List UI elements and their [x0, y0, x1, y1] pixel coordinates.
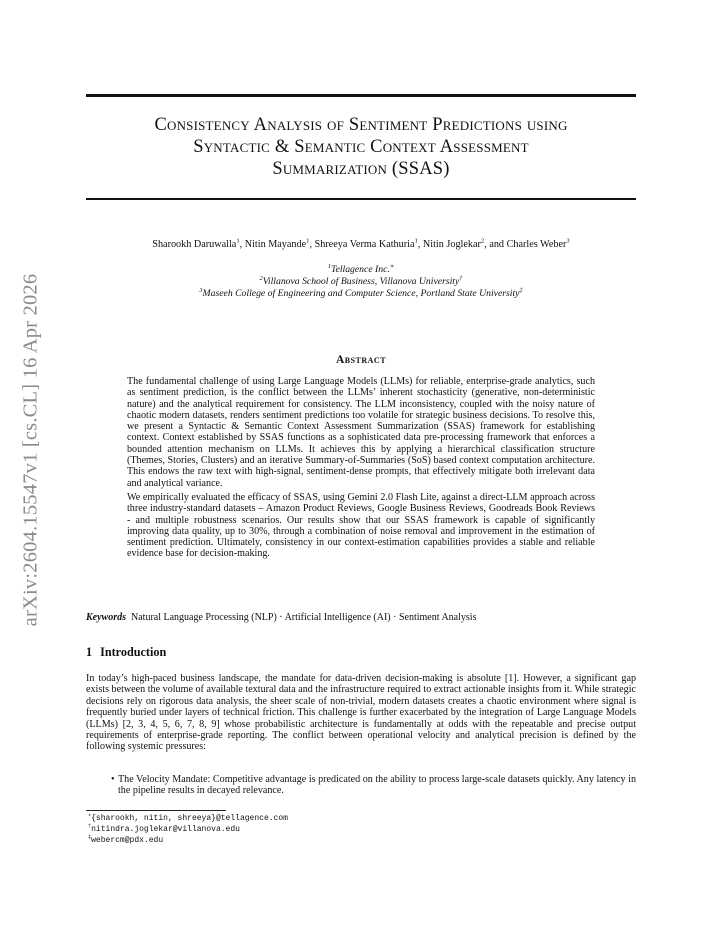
title-line: Summarization (SSAS) [272, 159, 450, 179]
author-affiliation-mark: 1 [306, 237, 310, 245]
title-line: Consistency Analysis of Sentiment Predictions using [154, 115, 568, 135]
author-name: Nitin Joglekar [422, 239, 481, 250]
author-separator: , and [484, 239, 507, 250]
paper-title [86, 114, 636, 180]
author-name: Nitin Mayande [244, 239, 307, 250]
section-title: Introduction [100, 645, 167, 659]
author-name: Charles Weber [506, 239, 567, 250]
author-affiliation-mark: 1 [236, 237, 240, 245]
keywords-line [86, 612, 646, 623]
affiliation-item: $^1$Tellagence Inc.∗ [327, 262, 395, 275]
abstract-paragraph: The fundamental challenge of using Large Language Models (LLMs) for reliable, enterprise-grade analytics, such as sentiment prediction, is the conflict between the LLMs’ inherent stochasticity (generative, non-deterministic nature) and the analytical requirement for consistency. The LLM inconsistency, coupled with the noisy nature of chaotic modern datasets, renders sentiment predictions too volatile for strategic business decisions. To resolve this, we present a Syntactic & Semantic Context Assessment Summarization (SSAS) framework for establishing context. Context established by SSAS functions as a sophisticated data pre-processing framework that enforces a bounded attention mechanism on LLMs. It achieves this by applying a hierarchical classification structure (Themes, Stories, Clusters) and an iterative Summary-of-Summaries (SoS) based context computation architecture. This endows the raw text with high-signal, sentiment-dense prompts, that effectively mitigate both irrelevant data and analytical variance. [127, 376, 595, 489]
author-separator: , [309, 239, 315, 250]
abstract-paragraph: We empirically evaluated the efficacy of SSAS, using Gemini 2.0 Flash Lite, against a direct-LLM approach across three industry-standard datasets – Amazon Product Reviews, Google Business Reviews, Goodreads Book Reviews - and multiple robustness scenarios. Our results show that our SSAS framework is capable of significantly improving data quality, up to 30%, through a combination of noise removal and improvement in the estimation of sentiment prediction. Ultimately, consistency in our context-estimation capabilities provides a stable and reliable evidence base for decision-making. [127, 491, 595, 560]
arxiv-identifier: arXiv:2604.15547v1 [cs.CL] 16 Apr 2026 [19, 273, 42, 627]
keywords-text: Natural Language Processing (NLP) · Artificial Intelligence (AI) · Sentiment Analysis [131, 612, 477, 623]
section-number: 1 [86, 645, 93, 659]
title-line: Syntactic & Semantic Context Assessment [193, 137, 529, 157]
abstract-body [127, 376, 595, 563]
abstract-heading: Abstract [335, 354, 387, 366]
author-affiliation-mark: 3 [566, 237, 570, 245]
author-list [86, 239, 636, 250]
affiliation-item: $^3$Maseeh College of Engineering and Computer Science, Portland State University‡ [199, 286, 523, 299]
author-name: Shreeya Verma Kathuria [314, 239, 415, 250]
section-heading [86, 645, 166, 660]
footnotes [88, 813, 288, 846]
arxiv-sidebar-stamp [16, 255, 46, 645]
bullet-marker: • [111, 774, 115, 785]
footnote-item: ∗{sharookh, nitin, shreeya}@tellagence.com [88, 812, 288, 823]
bullet-item: The Velocity Mandate: Competitive advantage is predicated on the ability to process large-scale datasets quickly. Any latency in the pipeline results in decayed relevance. [118, 774, 636, 797]
author-affiliation-mark: 1 [414, 237, 418, 245]
footnote-rule [86, 810, 226, 811]
introduction-paragraph: In today’s high-paced business landscape, the mandate for data-driven decision-making is absolute [1]. However, a significant gap exists between the volume of available textural data and the infrastructure required to extract actionable insights from it. While strategic decisions rely on rigorous data analysis, the sheer scale of non-trivial, modern datasets creates a chaotic environment where signal is frequently buried under layers of technical friction. This challenge is further exacerbated by the integration of Large Language Models (LLMs) [2, 3, 4, 5, 6, 7, 8, 9] whose probabilistic architecture is fundamentally at odds with the repeatable and precise output requirements of enterprise-grade reporting. The conflict between operational velocity and analytical precision is defined by the following systemic pressures: [86, 673, 636, 753]
keywords-label: Keywords [86, 612, 126, 623]
footnote-item: †nitindra.joglekar@villanova.edu [88, 823, 240, 834]
title-top-rule [86, 94, 636, 97]
bullet-list [111, 774, 636, 797]
affiliation-item: $^2$Villanova School of Business, Villanova University† [259, 274, 463, 287]
affiliation-list [86, 264, 636, 300]
title-bottom-rule [86, 198, 636, 200]
author-separator: , [417, 239, 423, 250]
author-name: Sharookh Daruwalla [152, 239, 237, 250]
author-separator: , [239, 239, 245, 250]
footnote-item: ‡webercm@pdx.edu [88, 834, 164, 845]
author-affiliation-mark: 2 [480, 237, 485, 245]
